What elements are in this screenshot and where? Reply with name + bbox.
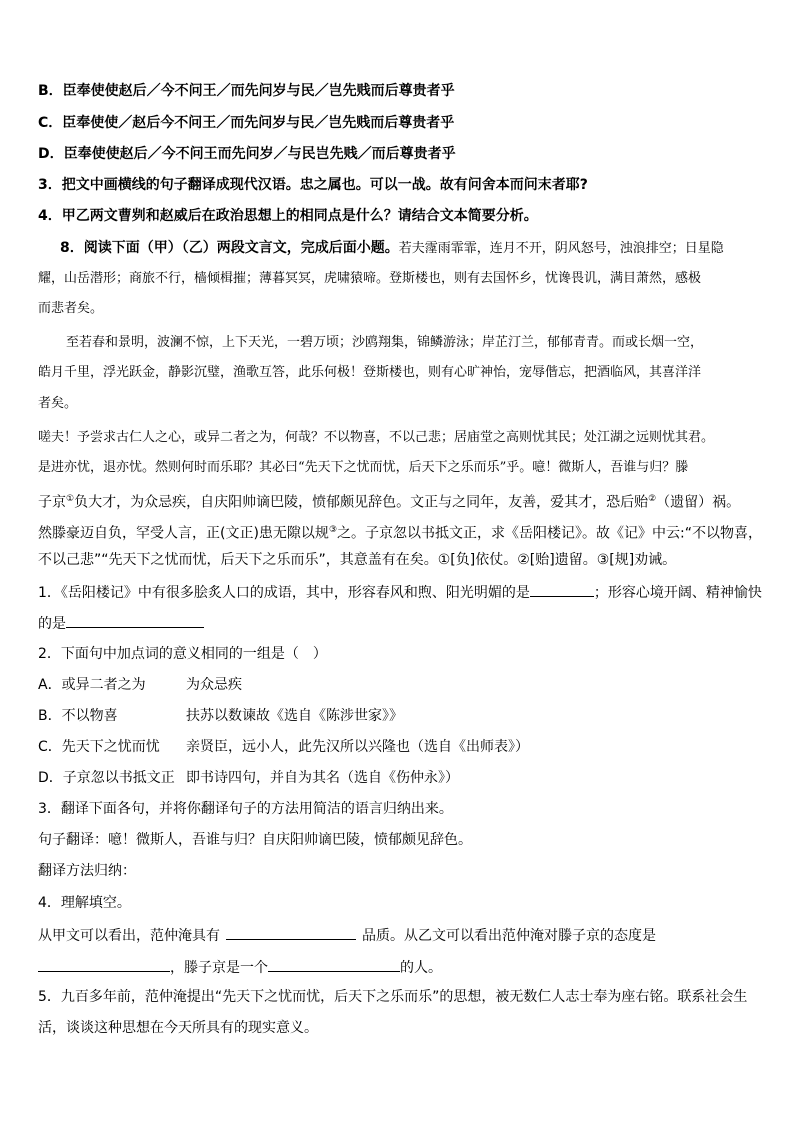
question-8-2-option-c xyxy=(38,736,760,758)
option-d: D．臣奉使使赵后／今不问王而先问岁／与民岂先贱／而后尊贵者乎 xyxy=(38,146,456,162)
passage-a-line-7: 嗟夫！予尝求古仁人之心，或异二者之为，何哉？不以物喜，不以己悲；居庙堂之高则忧其民；处江湖之远则忧其君。 xyxy=(38,430,715,445)
question-8-intro xyxy=(60,237,760,260)
answer-blank-1[interactable] xyxy=(530,580,594,597)
answer-blank-2[interactable] xyxy=(66,611,204,628)
question-8-heading: 8．阅读下面（甲）（乙）两段文言文，完成后面小题。 xyxy=(60,240,399,256)
question-8-4-text: ，滕子京是一个 xyxy=(170,960,268,976)
passage-a-line-3: 而悲者矣。 xyxy=(38,301,104,316)
question-8-4-text: 的人。 xyxy=(400,960,442,976)
question-8-1-text: 的是 xyxy=(38,616,66,632)
answer-blank-4[interactable] xyxy=(38,955,170,972)
passage-b-line-1 xyxy=(38,488,760,514)
question-8-4-text: 品质。从乙文可以看出范仲淹对滕子京的态度是 xyxy=(362,928,656,944)
question-8-3-sentence: 句子翻译：噫！微斯人，吾谁与归？自庆阳帅谪巴陵，愤郁颇见辞色。 xyxy=(38,832,472,848)
option-right: 扶苏以数谏故《选自《陈涉世家》》 xyxy=(186,708,403,724)
option-c: C．臣奉使使／赵后今不问王／而先问岁与民／岂先贱而后尊贵者乎 xyxy=(38,115,455,131)
passage-a-line-2: 耀，山岳潜形；商旅不行，樯倾楫摧；薄暮冥冥，虎啸猿啼。登斯楼也，则有去国怀乡，忧谗畏讥，满目萧然，感极 xyxy=(38,271,702,286)
footnote-mark-3: ③ xyxy=(328,525,338,535)
passage-b-line-2 xyxy=(38,519,760,545)
option-b: B．臣奉使使赵后／今不问王／而先问岁与民／岂先贱而后尊贵者乎 xyxy=(38,83,455,99)
passage-a-line-5: 皓月千里，浮光跃金，静影沉璧，渔歌互答，此乐何极！登斯楼也，则有心旷神怡，宠辱偕忘，把酒临风，其喜洋洋 xyxy=(38,365,702,380)
question-7-3: 3．把文中画横线的句子翻译成现代汉语。忠之属也。可以一战。故有问舍本而问末者耶? xyxy=(38,177,588,193)
answer-blank-5[interactable] xyxy=(268,955,400,972)
question-8-1-line-2 xyxy=(38,611,760,635)
option-right: 亲贤臣，远小人，此先汉所以兴隆也（选自《出师表》） xyxy=(186,739,529,755)
passage-b-text: 负大才，为众忌疾，自庆阳帅谪巴陵，愤郁颇见辞色。文正与之同年，友善，爱其才，恐后贻 xyxy=(74,494,649,511)
question-8-5-line-1: 5．九百多年前，范仲淹提出“先天下之忧而忧，后天下之乐而乐”的思想，被无数仁人志士奉为座右铭。联系社会生 xyxy=(38,989,748,1005)
passage-a-line-1: 若夫霪雨霏霏，连月不开，阴风怒号，浊浪排空；日星隐 xyxy=(398,241,724,256)
passage-b-line-3: 不以己悲”“先天下之忧而忧，后天下之乐而乐”，其意盖有在矣。①[负]依仗。②[贻]遗留。③[规]劝诫。 xyxy=(38,552,677,568)
question-8-4-line-1 xyxy=(38,923,760,947)
question-8-2-option-a xyxy=(38,674,760,696)
passage-b-text: 之。子京忽以书抵文正，求《岳阳楼记》。故《记》中云:“不以物喜， xyxy=(337,525,762,542)
question-8-3-method: 翻译方法归纳： xyxy=(38,863,136,879)
question-8-4-line-2 xyxy=(38,955,760,979)
passage-b-text: 子京 xyxy=(38,494,66,511)
question-8-2-option-b xyxy=(38,705,760,727)
option-left: C．先天下之忧而忧 xyxy=(38,739,160,755)
question-7-4: 4．甲乙两文曹刿和赵威后在政治思想上的相同点是什么？请结合文本简要分析。 xyxy=(38,208,538,224)
question-8-2-option-d xyxy=(38,767,760,789)
footnote-mark-2: ② xyxy=(648,494,657,504)
passage-b-text: （遗留）祸。 xyxy=(656,494,741,511)
passage-b-text: 然滕豪迈自负，罕受人言，正(文正)患无隙以规 xyxy=(38,525,329,542)
passage-a-line-4: 至若春和景明，波澜不惊，上下天光，一碧万顷；沙鸥翔集，锦鳞游泳；岸芷汀兰，郁郁青青。而或长烟一空， xyxy=(66,335,704,350)
passage-a-line-6: 者矣。 xyxy=(38,396,78,411)
option-right: 即书诗四句，并自为其名（选自《伤仲永》） xyxy=(186,770,459,786)
question-8-4-text: 从甲文可以看出，范仲淹具有 xyxy=(38,928,220,944)
question-8-1-text: ；形容心境开阔、精神愉快 xyxy=(593,585,762,601)
question-8-2-stem: 2．下面句中加点词的意义相同的一组是（ ） xyxy=(38,646,327,662)
footnote-mark-1: ① xyxy=(66,494,75,504)
question-8-3-stem: 3．翻译下面各句，并将你翻译句子的方法用简洁的语言归纳出来。 xyxy=(38,801,453,817)
answer-blank-3[interactable] xyxy=(226,923,356,940)
option-left: B．不以物喜 xyxy=(38,708,118,724)
passage-a-line-8: 是进亦忧，退亦忧。然则何时而乐耶？其必曰“先天下之忧而忧，后天下之乐而乐”乎。噫！微斯人，吾谁与归？滕 xyxy=(38,460,689,475)
question-8-5-line-2: 活，谈谈这种思想在今天所具有的现实意义。 xyxy=(38,1020,318,1036)
option-left: D．子京忽以书抵文正 xyxy=(38,770,175,786)
option-left: A．或异二者之为 xyxy=(38,677,146,693)
question-8-1-line-1 xyxy=(38,580,760,604)
question-8-1-text: 1．《岳阳楼记》中有很多脍炙人口的成语，其中，形容春风和煦、阳光明媚的是 xyxy=(38,585,530,601)
option-right: 为众忌疾 xyxy=(186,677,242,693)
question-8-4-stem: 4．理解填空。 xyxy=(38,895,131,911)
